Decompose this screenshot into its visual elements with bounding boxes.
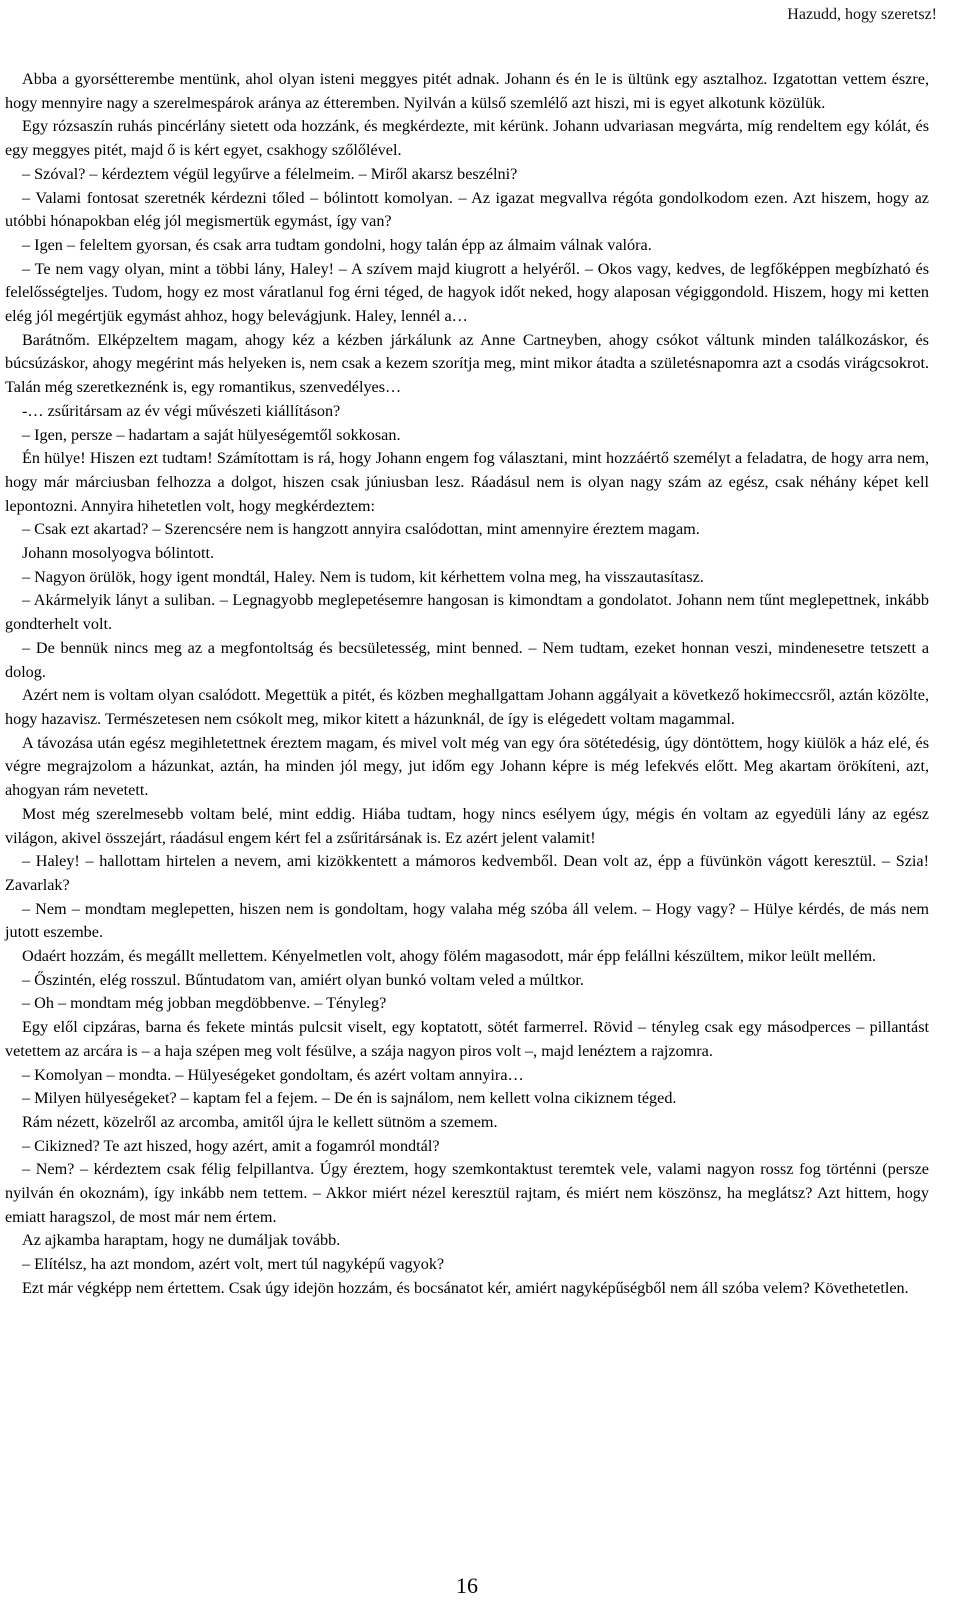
paragraph: Abba a gyorsétterembe mentünk, ahol olyan isteni meggyes pitét adnak. Johann és én le is ültünk egy asztalhoz. Izgatottan vettem észre, hogy mennyire nagy a szerelmespárok aránya az étteremben. Nyilván a külső szemlélő azt hiszi, mi is egyet alkotunk közülük. — [5, 70, 929, 112]
paragraph: Johann mosolyogva bólintott. — [22, 544, 214, 563]
paragraph: Most még szerelmesebb voltam belé, mint eddig. Hiába tudtam, hogy nincs esélyem úgy, mégis én voltam az egyedüli lány az egész világon, akivel összejárt, ráadásul engem kért fel a zsűritársának is. Ez azért jelent valamit! — [5, 804, 929, 847]
paragraph: – Elítélsz, ha azt mondom, azért volt, mert túl nagyképű vagyok? — [22, 1255, 445, 1274]
paragraph: – Őszintén, elég rosszul. Bűntudatom van, amiért olyan bunkó voltam veled a múltkor. — [22, 970, 584, 989]
paragraph: A távozása után egész megihletettnek éreztem magam, és mivel volt még van egy óra sötétedésig, úgy döntöttem, hogy kiülök a ház elé, és végre megrajzolom a házunkat, aztán, ha minden jól megy, jut időm egy Johann képre is még lefekvés előtt. Meg akartam örökíteni, azt, ahogyan rám nevetett. — [5, 733, 929, 800]
paragraph: – Milyen hülyeségeket? – kaptam fel a fejem. – De én is sajnálom, nem kellett volna cikiznem téged. — [22, 1089, 677, 1108]
paragraph: – Csak ezt akartad? – Szerencsére nem is hangzott annyira csalódottan, mint amennyire éreztem magam. — [22, 520, 700, 539]
paragraph: – Igen, persze – hadartam a saját hülyeségemtől sokkosan. — [22, 425, 401, 444]
body-text — [5, 68, 929, 1301]
paragraph: Egy rózsaszín ruhás pincérlány sietett oda hozzánk, és megkérdezte, mit kérünk. Johann udvariasan megvárta, míg rendeltem egy kólát, és egy meggyes pitét, majd ő is kért egyet, csakhogy szőlőlével. — [5, 117, 929, 160]
paragraph: – Haley! – hallottam hirtelen a nevem, ami kizökkentett a mámoros kedvemből. Dean volt az, épp a füvünkön vágott keresztül. – Szia! Zavarlak? — [5, 852, 929, 894]
page-number: 16 — [456, 1573, 478, 1598]
paragraph: – Nem? – kérdeztem csak félig felpillantva. Úgy éreztem, hogy szemkontaktust teremtek vele, valami nagyon rossz fog történni (persze nyilván én okoznám), így inkább nem tettem. – Akkor miért nézel keresztül rajtam, és miért nem köszönsz, ha meglátsz? Azt hittem, hogy emiatt haragszol, de most már nem értem. — [5, 1160, 929, 1226]
paragraph: – Akármelyik lányt a suliban. – Legnagyobb meglepetésemre hangosan is kimondtam a gondolatot. Johann nem tűnt meglepettnek, inkább gondterhelt volt. — [5, 591, 929, 634]
paragraph: Az ajkamba haraptam, hogy ne dumáljak tovább. — [22, 1231, 341, 1250]
paragraph: – Valami fontosat szeretnék kérdezni tőled – bólintott komolyan. – Az igazat megvallva régóta gondolkodom ezen. Azt hiszem, hogy az utóbbi hónapokban elég jól megismertük egymást, így van? — [5, 188, 929, 231]
paragraph: – Szóval? – kérdeztem végül legyűrve a félelmeim. – Miről akarsz beszélni? — [22, 164, 518, 183]
paragraph: – Nagyon örülök, hogy igent mondtál, Haley. Nem is tudom, kit kérhettem volna meg, ha visszautasítasz. — [22, 567, 704, 586]
paragraph: Egy elől cipzáras, barna és fekete mintás pulcsit viselt, egy koptatott, sötét farmerrel. Rövid – tényleg csak egy másodperces – pillantást vetettem az arcára is – a haja szépen meg volt fésülve, a szája nagyon piros volt –, majd lenéztem a rajzomra. — [5, 1018, 929, 1060]
paragraph: – De bennük nincs meg az a megfontoltság és becsületesség, mint benned. – Nem tudtam, ezeket honnan veszi, mindenesetre tetszett a dolog. — [5, 638, 929, 681]
running-header-title: Hazudd, hogy szeretsz! — [787, 6, 937, 23]
paragraph: – Oh – mondtam még jobban megdöbbenve. – Tényleg? — [22, 994, 387, 1013]
paragraph: -… zsűritársam az év végi művészeti kiállításon? — [22, 401, 341, 420]
paragraph: – Te nem vagy olyan, mint a többi lány, Haley! – A szívem majd kiugrott a helyéről. – Okos vagy, kedves, de legfőképpen megbízható és felelősségteljes. Tudom, hogy ez most váratlanul fog érni téged, de hagyok időt neked, hogy alaposan végiggondold. Hiszem, hogy mi ketten elég jól megértjük egymást ahhoz, hogy belevágjunk. Haley, lennél a… — [5, 259, 929, 326]
paragraph: – Igen – feleltem gyorsan, és csak arra tudtam gondolni, hogy talán épp az álmaim válnak valóra. — [22, 235, 652, 254]
paragraph: Barátnőm. Elképzeltem magam, ahogy kéz a kézben járkálunk az Anne Cartneyben, ahogy csókot váltunk minden találkozáskor, és búcsúzáskor, ahogy megérint más helyeken is, nem csak a kezem szorítja meg, mint mikor átadta a születésnapomra azt a csodás virágcsokrot. Talán még szeretkeznénk is, egy romantikus, szenvedélyes… — [5, 330, 929, 397]
paragraph: Rám nézett, közelről az arcomba, amitől újra le kellett sütnöm a szemem. — [22, 1112, 498, 1131]
paragraph: Ezt már végképp nem értettem. Csak úgy idejön hozzám, és bocsánatot kér, amiért nagyképűségből nem áll szóba velem? Követhetetlen. — [22, 1278, 909, 1297]
paragraph: Én hülye! Hiszen ezt tudtam! Számítottam is rá, hogy Johann engem fog választani, mint hozzáértő személyt a feladatra, de hogy arra nem, hogy már márciusban felhozza a dolgot, hiszen csak júniusban lesz. Ráadásul nem is olyan nagy szám az egész, csak néhány képet kell lepontozni. Annyira hihetetlen volt, hogy megkérdeztem: — [5, 449, 929, 515]
paragraph: – Cikizned? Te azt hiszed, hogy azért, amit a fogamról mondtál? — [22, 1136, 440, 1155]
paragraph: – Komolyan – mondta. – Hülyeségeket gondoltam, és azért voltam annyira… — [22, 1065, 524, 1084]
paragraph: – Nem – mondtam meglepetten, hiszen nem is gondoltam, hogy valaha még szóba áll velem. – Hogy vagy? – Hülye kérdés, de más nem jutott eszembe. — [5, 899, 929, 942]
paragraph: Azért nem is voltam olyan csalódott. Megettük a pitét, és közben meghallgattam Johann aggályait a következő hokimeccsről, aztán közölte, hogy hazavisz. Természetesen nem csókolt meg, mikor kitett a házunknál, de így is elégedett voltam magammal. — [5, 686, 929, 728]
paragraph: Odaért hozzám, és megállt mellettem. Kényelmetlen volt, ahogy fölém magasodott, már épp felállni készültem, mikor leült mellém. — [22, 947, 877, 966]
